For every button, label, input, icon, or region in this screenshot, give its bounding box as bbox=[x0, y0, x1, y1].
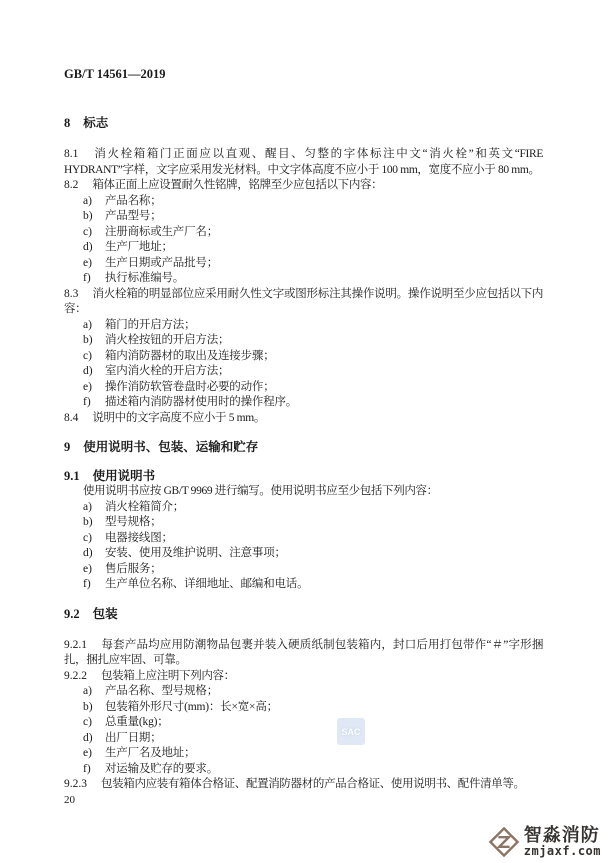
item-list bbox=[64, 500, 543, 593]
list-item bbox=[64, 395, 543, 411]
clause bbox=[64, 638, 543, 669]
list-item-text: 售后服务； bbox=[105, 562, 162, 575]
clause-number: 8.3 bbox=[64, 287, 79, 300]
list-item-text: 注册商标或生产厂名； bbox=[105, 225, 218, 238]
logo-text bbox=[524, 826, 601, 858]
list-item bbox=[64, 194, 543, 210]
clause-text: 每套产品均应用防潮物品包裹并装入硬质纸制包装箱内，封口后用打包带作“＃”字形捆扎，捆扎应牢固、可靠。 bbox=[64, 638, 543, 666]
section-heading bbox=[64, 606, 543, 622]
list-item bbox=[64, 762, 543, 778]
list-item bbox=[64, 500, 543, 516]
list-item-text: 执行标准编号。 bbox=[105, 272, 185, 284]
sac-watermark-text: SAC bbox=[341, 726, 361, 737]
list-item-text: 室内消火栓的开启方法； bbox=[105, 365, 230, 377]
site-logo bbox=[488, 825, 601, 859]
list-item-label: e) bbox=[83, 747, 92, 759]
list-item bbox=[64, 225, 543, 241]
list-item-label: a) bbox=[83, 318, 92, 331]
list-item-text: 产品型号； bbox=[105, 210, 162, 222]
list-item-text: 消火栓按钮的开启方法； bbox=[105, 334, 230, 346]
list-item-label: c) bbox=[83, 531, 92, 544]
list-item bbox=[64, 546, 543, 562]
list-item-label: c) bbox=[83, 716, 92, 728]
section-number: 8 bbox=[64, 116, 71, 130]
item-list bbox=[64, 318, 543, 411]
clause-text: 箱体正面上应设置耐久性铭牌，铭牌至少应包括以下内容： bbox=[92, 179, 383, 191]
clause-number: 8.1 bbox=[64, 148, 79, 160]
list-item-label: d) bbox=[83, 241, 93, 253]
list-item-text: 电器接线图； bbox=[105, 531, 173, 544]
clause-text: 消火栓箱的明显部位应采用耐久性文字或图形标注其操作说明。操作说明至少应包括以下内容： bbox=[64, 287, 543, 315]
paragraph-text: 使用说明书应按 GB/T 9969 进行编写。使用说明书应至少包括下列内容： bbox=[83, 485, 438, 497]
clause-number: 8.4 bbox=[64, 411, 79, 424]
logo-diamond-icon bbox=[488, 825, 520, 859]
list-item-label: d) bbox=[83, 365, 93, 377]
section-heading bbox=[64, 468, 543, 484]
section-number: 9 bbox=[64, 440, 71, 454]
list-item-label: b) bbox=[83, 210, 93, 222]
list-item-label: c) bbox=[83, 225, 92, 238]
list-item-text: 生产厂名及地址； bbox=[105, 747, 196, 759]
clause-text: 包装箱内应装有箱体合格证、配置消防器材的产品合格证、使用说明书、配件清单等。 bbox=[101, 778, 525, 790]
list-item bbox=[64, 349, 543, 365]
list-item bbox=[64, 209, 543, 225]
list-item-label: a) bbox=[83, 194, 92, 207]
list-item bbox=[64, 531, 543, 547]
sac-watermark bbox=[337, 718, 365, 745]
clause-number: 9.2.3 bbox=[64, 778, 87, 790]
clause bbox=[64, 178, 543, 194]
list-item bbox=[64, 731, 543, 747]
page-number: 20 bbox=[64, 793, 75, 806]
clause bbox=[64, 287, 543, 318]
list-item-label: f) bbox=[83, 762, 91, 775]
list-item-label: c) bbox=[83, 349, 92, 362]
list-item-text: 型号规格； bbox=[105, 516, 162, 528]
list-item-label: f) bbox=[83, 578, 91, 590]
list-item bbox=[64, 271, 543, 287]
paragraph bbox=[64, 484, 543, 500]
list-item bbox=[64, 715, 543, 731]
section-heading bbox=[64, 115, 543, 131]
clause-number: 9.2.1 bbox=[64, 638, 87, 651]
list-item-text: 产品名称、型号规格； bbox=[105, 685, 218, 697]
logo-name: 智淼消防 bbox=[523, 825, 600, 845]
list-item-label: e) bbox=[83, 256, 92, 269]
section-title: 使用说明书 bbox=[92, 469, 156, 483]
section-number: 9.2 bbox=[64, 606, 80, 621]
clause bbox=[64, 669, 543, 685]
clause-text: 说明中的文字高度不应小于 5 mm。 bbox=[92, 411, 265, 424]
clause bbox=[64, 777, 543, 793]
list-item bbox=[64, 318, 543, 334]
list-item-label: a) bbox=[83, 685, 92, 697]
list-item bbox=[64, 380, 543, 396]
list-item bbox=[64, 746, 543, 762]
document-content bbox=[64, 66, 543, 807]
section-title: 使用说明书、包装、运输和贮存 bbox=[83, 440, 259, 454]
list-item-label: b) bbox=[83, 334, 93, 346]
item-list bbox=[64, 684, 543, 777]
list-item-label: e) bbox=[83, 380, 92, 393]
section-number: 9.1 bbox=[64, 469, 80, 483]
list-item-label: f) bbox=[83, 396, 91, 408]
list-item-label: b) bbox=[83, 516, 93, 528]
list-item bbox=[64, 240, 543, 256]
list-item-label: a) bbox=[83, 500, 92, 513]
list-item-text: 总重量(kg)； bbox=[105, 716, 169, 728]
list-item bbox=[64, 256, 543, 272]
clause bbox=[64, 411, 543, 427]
list-item-label: b) bbox=[83, 700, 93, 713]
list-item-label: e) bbox=[83, 562, 92, 575]
document-body bbox=[64, 115, 543, 793]
standard-number: GB/T 14561—2019 bbox=[64, 67, 166, 81]
list-item-text: 消火栓箱简介； bbox=[105, 500, 185, 513]
list-item-text: 包装箱外形尺寸(mm)：长×宽×高； bbox=[105, 700, 278, 713]
list-item-label: d) bbox=[83, 731, 93, 744]
list-item-label: f) bbox=[83, 272, 91, 284]
list-item-text: 对运输及贮存的要求。 bbox=[105, 762, 218, 775]
clause-number: 9.2.2 bbox=[64, 669, 87, 682]
item-list bbox=[64, 194, 543, 287]
logo-domain: zmjaxf.com bbox=[523, 844, 601, 858]
list-item-text: 出厂日期； bbox=[105, 731, 162, 744]
section-title: 标志 bbox=[83, 116, 109, 130]
list-item-text: 箱内消防器材的取出及连接步骤； bbox=[105, 349, 275, 362]
list-item bbox=[64, 700, 543, 716]
list-item-text: 生产日期或产品批号； bbox=[105, 256, 218, 269]
list-item bbox=[64, 515, 543, 531]
list-item-text: 安装、使用及维护说明、注意事项； bbox=[105, 547, 286, 559]
clause-text: 消火栓箱箱门正面应以直观、醒目、匀整的字体标注中文“消火栓”和英文“FIRE HYDRANT”字样，文字应采用发光材料。中文字体高度不应小于 100 mm，宽度不应小于 80 mm。 bbox=[64, 148, 543, 176]
section-title: 包装 bbox=[92, 606, 118, 621]
clause-text: 包装箱上应注明下列内容： bbox=[101, 669, 235, 682]
list-item-text: 操作消防软管卷盘时必要的动作； bbox=[105, 380, 275, 393]
list-item-label: d) bbox=[83, 547, 93, 559]
section-heading bbox=[64, 439, 543, 455]
list-item-text: 生产厂地址； bbox=[105, 241, 173, 253]
list-item bbox=[64, 684, 543, 700]
list-item bbox=[64, 562, 543, 578]
list-item bbox=[64, 364, 543, 380]
list-item-text: 描述箱内消防器材使用时的操作程序。 bbox=[105, 396, 298, 408]
clause bbox=[64, 147, 543, 178]
list-item-text: 生产单位名称、详细地址、邮编和电话。 bbox=[105, 578, 309, 590]
list-item-text: 产品名称； bbox=[105, 194, 162, 207]
list-item bbox=[64, 577, 543, 593]
list-item bbox=[64, 333, 543, 349]
clause-number: 8.2 bbox=[64, 179, 79, 191]
list-item-text: 箱门的开启方法； bbox=[105, 318, 196, 331]
